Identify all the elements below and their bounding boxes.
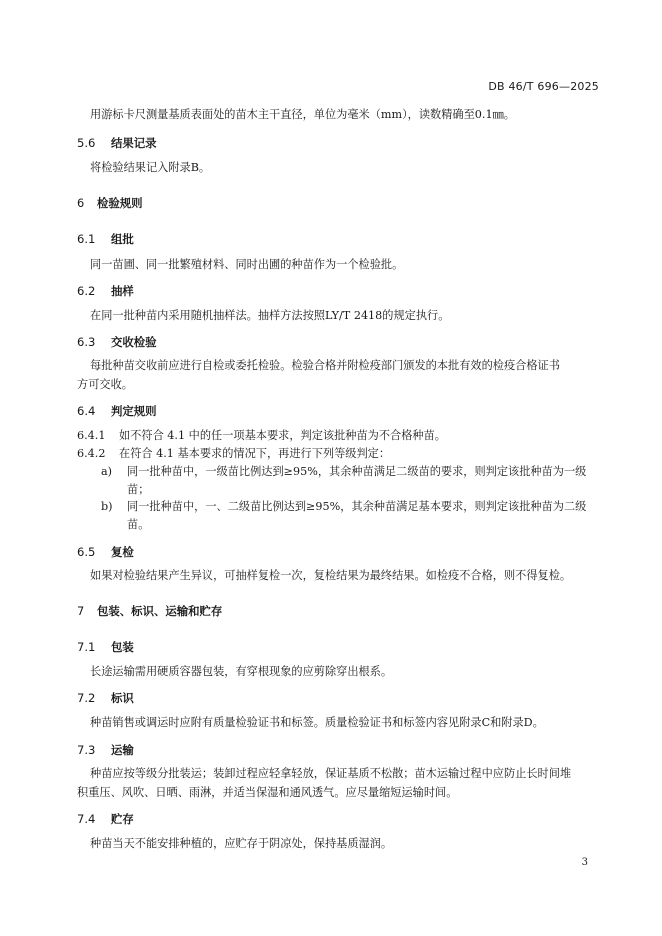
heading-title: 包装 [111, 640, 134, 654]
list-marker: b) [101, 500, 113, 513]
list-marker: a) [101, 465, 113, 478]
heading-title: 交收检验 [111, 335, 157, 349]
paragraph-7-2: 种苗销售或调运时应附有质量检验证书和标签。质量检验证书和标签内容见附录C和附录D。 [90, 716, 544, 729]
heading-title: 结果记录 [111, 136, 157, 150]
heading-title: 组批 [111, 232, 134, 246]
heading-number: 7.3 [77, 743, 96, 757]
list-text: 同一批种苗中，一、二级苗比例达到≥95%，其余种苗满足基本要求，则判定该批种苗为二级 [127, 500, 587, 513]
heading-title: 运输 [111, 743, 134, 757]
heading-7-3 [77, 742, 134, 758]
heading-number: 7.1 [77, 640, 96, 654]
heading-number: 6.2 [77, 284, 96, 298]
paragraph-6-3-line2: 方可交收。 [77, 378, 133, 391]
heading-title: 判定规则 [111, 404, 157, 418]
paragraph-7-3-line2: 积重压、风吹、日晒、雨淋，并适当保湿和通风透气。应尽量缩短运输时间。 [77, 786, 458, 799]
list-item-b [101, 499, 586, 515]
page-number: 3 [581, 857, 588, 868]
list-item-a [101, 464, 586, 480]
paragraph-6-3-line1: 每批种苗交收前应进行自检或委托检验。检验合格并附检疫部门颁发的本批有效的检疫合格证书 [90, 359, 560, 372]
heading-number: 5.6 [77, 136, 96, 150]
clause-6-4-1 [77, 428, 446, 444]
heading-6-3 [77, 334, 157, 350]
heading-number: 6.5 [77, 545, 96, 559]
heading-title: 抽样 [111, 284, 134, 298]
heading-6-4 [77, 403, 157, 419]
clause-number: 6.4.2 [77, 447, 106, 460]
heading-number: 7.2 [77, 691, 96, 705]
clause-text: 在符合 4.1 基本要求的情况下，再进行下列等级判定： [119, 447, 391, 460]
clause-number: 6.4.1 [77, 429, 106, 442]
heading-7-2 [77, 690, 134, 706]
heading-6-1 [77, 231, 134, 247]
heading-title: 检验规则 [97, 196, 143, 210]
heading-6-2 [77, 283, 134, 299]
paragraph-6-1: 同一苗圃、同一批繁殖材料、同时出圃的种苗作为一个检验批。 [90, 258, 404, 271]
paragraph-6-2: 在同一批种苗内采用随机抽样法。抽样方法按照LY/T 2418的规定执行。 [90, 309, 450, 322]
heading-number: 7 [77, 604, 85, 618]
paragraph-5-6: 将检验结果记入附录B。 [90, 161, 211, 174]
heading-number: 6 [77, 196, 85, 210]
clause-text: 如不符合 4.1 中的任一项基本要求，判定该批种苗为不合格种苗。 [119, 429, 446, 442]
heading-number: 6.4 [77, 404, 96, 418]
heading-number: 6.3 [77, 335, 96, 349]
heading-7-1 [77, 639, 134, 655]
heading-title: 贮存 [111, 812, 134, 826]
heading-number: 6.1 [77, 232, 96, 246]
heading-6 [77, 195, 143, 211]
paragraph-7-4: 种苗当天不能安排种植的，应贮存于阴凉处，保持基质湿润。 [90, 837, 393, 850]
paragraph-7-1: 长途运输需用硬质容器包装，有穿根现象的应剪除穿出根系。 [90, 665, 393, 678]
heading-5-6 [77, 135, 157, 151]
list-item-a-line2: 苗； [127, 483, 150, 496]
paragraph-7-3-line1: 种苗应按等级分批装运；装卸过程应轻拿轻放，保证基质不松散；苗木运输过程中应防止长时间堆 [90, 767, 572, 780]
heading-6-5 [77, 544, 134, 560]
heading-title: 标识 [111, 691, 134, 705]
heading-number: 7.4 [77, 812, 96, 826]
list-text: 同一批种苗中，一级苗比例达到≥95%，其余种苗满足二级苗的要求，则判定该批种苗为一级 [127, 465, 587, 478]
clause-6-4-2 [77, 446, 390, 462]
list-item-b-line2: 苗。 [127, 518, 150, 531]
heading-7 [77, 603, 222, 619]
document-header-id: DB 46/T 696—2025 [488, 80, 599, 93]
heading-title: 复检 [111, 545, 134, 559]
paragraph-measure: 用游标卡尺测量基质表面处的苗木主干直径，单位为毫米（mm），读数精确至0.1㎜。 [90, 108, 515, 121]
paragraph-6-5: 如果对检验结果产生异议，可抽样复检一次，复检结果为最终结果。如检疫不合格，则不得复检。 [90, 569, 572, 582]
heading-7-4 [77, 811, 134, 827]
heading-title: 包装、标识、运输和贮存 [97, 604, 223, 618]
